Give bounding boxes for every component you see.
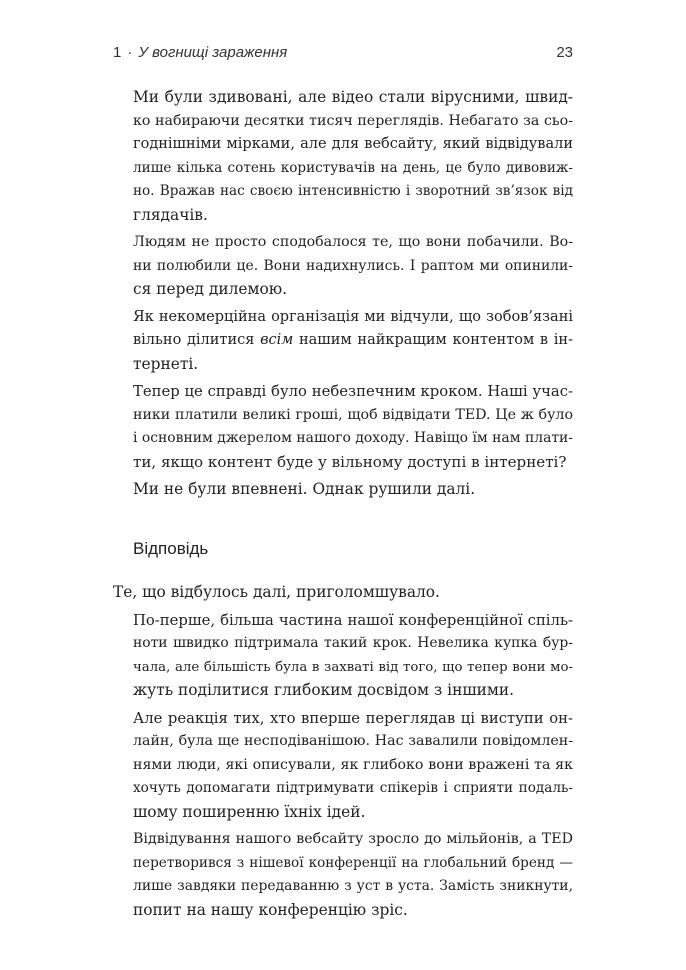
running-head [113, 44, 573, 68]
paragraph [113, 231, 573, 302]
text-line: Але реакція тих, хто вперше переглядав ці виступи он- [133, 709, 573, 727]
text-line: шому поширенню їхніх ідей. [133, 803, 366, 821]
text-line: Відвідування нашого вебсайту зросло до мільйонів, а TED [133, 831, 573, 848]
text-line: хочуть допомагати підтримувати спікерів і сприяти подаль- [133, 780, 573, 797]
chapter-number: 1 [113, 44, 122, 61]
text-line [113, 329, 573, 353]
text-line: Ми не були впевнені. Однак рушили далі. [133, 479, 476, 498]
emphasis-text: всім [260, 332, 294, 349]
body-text [113, 86, 573, 923]
paragraph [113, 306, 573, 377]
running-head-separator: · [127, 44, 133, 61]
paragraph [113, 828, 573, 922]
chapter-title: У вогнищі зараження [138, 44, 288, 61]
text-line: но. Вражав нас своєю інтенсивністю і зворотний зв’язок від [133, 183, 573, 200]
text-line: лише кілька сотень користувачів на день, це було дивовиж- [133, 159, 573, 176]
paragraph [113, 707, 573, 825]
text-line: Людям не просто сподобалося те, що вони побачили. Во- [133, 234, 573, 251]
text-line: Ми були здивовані, але відео стали вірусними, швид- [133, 88, 573, 106]
section-heading: Відповідь [133, 539, 209, 559]
text-run: нашим найкращим контентом в ін- [293, 332, 573, 349]
text-line: попит на нашу конференцію зріс. [133, 900, 408, 919]
text-line: нями люди, які описували, як глибоко вони вражені та як [133, 756, 573, 773]
text-line: ноти швидко підтримала такий крок. Невелика купка бур- [133, 635, 573, 652]
text-line: ники платили великі гроші, щоб відвідати TED. Це ж було [133, 406, 573, 423]
paragraph [113, 380, 573, 474]
paragraph [113, 581, 573, 605]
text-line: Тепер це справді було небезпечним кроком. Наші учас- [133, 382, 573, 400]
text-run: вільно ділитися [133, 332, 261, 349]
text-line: лише завдяки передаванню з уст в уста. Замість зникнути, [133, 878, 573, 895]
text-line: жуть поділитися глибоким досвідом з іншими. [133, 681, 515, 700]
running-head-left [113, 44, 287, 61]
text-line: ся перед дилемою. [133, 280, 288, 299]
text-line: Те, що відбулось далі, приголомшувало. [113, 583, 440, 602]
paragraph [113, 609, 573, 703]
page-number: 23 [556, 44, 573, 61]
text-line: глядачів. [133, 205, 208, 224]
text-line: лайн, була ще несподіванішою. Нас завалили повідомлен- [133, 733, 573, 750]
text-line: чала, але більшість була в захваті від того, що тепер вони мо- [133, 659, 573, 675]
text-line: і основним джерелом нашого доходу. Навіщо їм нам плати- [133, 430, 573, 447]
text-line: тернеті. [133, 354, 199, 373]
text-line: ко набираючи десятки тисяч переглядів. Небагато за сьо- [133, 112, 573, 129]
paragraph [113, 86, 573, 228]
paragraph [113, 478, 573, 502]
text-line: По-перше, більша частина нашої конференційної спіль- [133, 611, 573, 629]
text-line: перетворився з нішевої конференції на глобальний бренд — [133, 854, 573, 871]
text-line: Як некомерційна організація ми відчули, що зобов’язані [133, 308, 573, 325]
text-line: ни полюбили це. Вони надихнулись. І раптом ми опинили- [133, 257, 573, 274]
text-line: ти, якщо контент буде у вільному доступі в інтернеті? [133, 452, 567, 471]
text-line: годнішніми мірками, але для вебсайту, який відвідували [133, 136, 573, 153]
